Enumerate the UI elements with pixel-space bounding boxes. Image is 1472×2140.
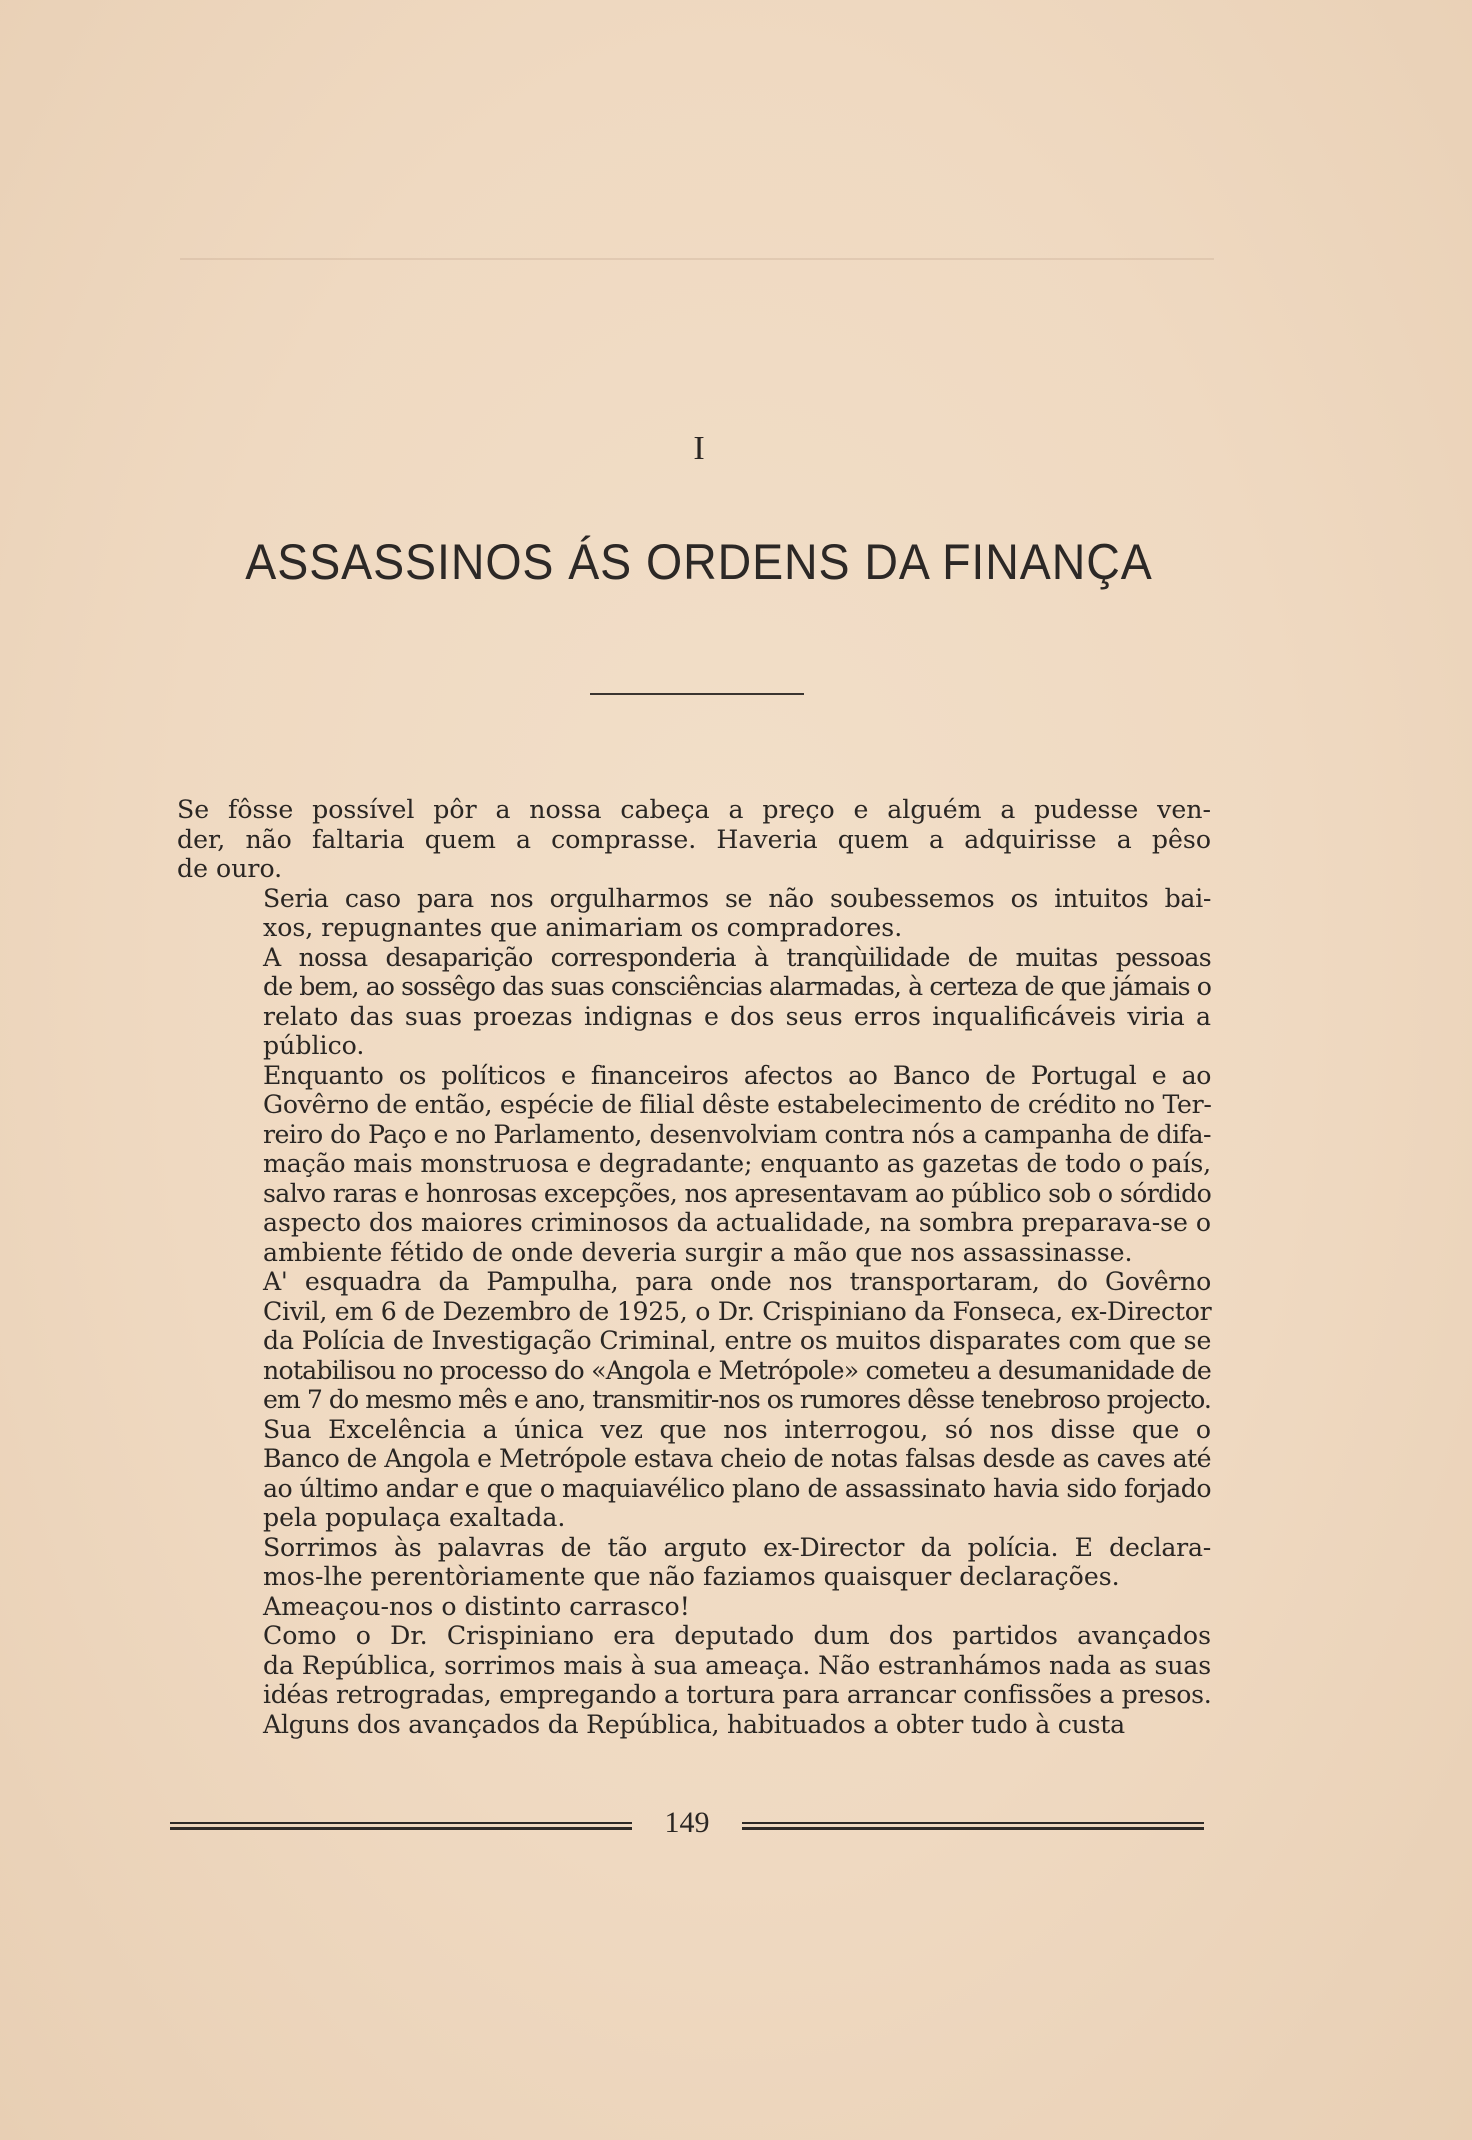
footer-rule-right-thick — [742, 1827, 1204, 1830]
text-line: aspecto dos maiores criminosos da actualidade, na sombra preparava-se o — [263, 1208, 1211, 1237]
title-divider — [590, 693, 804, 695]
text-line: de ouro. — [177, 854, 283, 883]
page-footer — [170, 1806, 1204, 1846]
text-line: Como o Dr. Crispiniano era deputado dum dos partidos avançados — [263, 1621, 1211, 1650]
paragraph — [177, 1267, 1211, 1415]
paragraph — [177, 1415, 1211, 1533]
text-line: mação mais monstruosa e degradante; enquanto as gazetas de todo o país, — [263, 1149, 1212, 1178]
footer-rule-right — [742, 1822, 1204, 1824]
text-line: Seria caso para nos orgulharmos se não soubessemos os intuitos bai- — [263, 883, 1211, 913]
text-line: Se fôsse possível pôr a nossa cabeça a preço e alguém a pudesse ven- — [177, 795, 1211, 824]
paragraph — [177, 1710, 1211, 1740]
text-line: da República, sorrimos mais à sua ameaça. Não estranhámos nada as suas — [263, 1650, 1212, 1680]
paragraph — [177, 884, 1211, 943]
text-line: ao último andar e que o maquiavélico plano de assassinato havia sido forjado — [263, 1473, 1211, 1503]
paragraph — [177, 1061, 1211, 1268]
chapter-title: ASSASSINOS ÁS ORDENS DA FINANÇA — [245, 534, 1153, 590]
paragraph — [177, 1621, 1211, 1710]
text-line: Banco de Angola e Metrópole estava cheio de notas falsas desde as caves até — [263, 1444, 1211, 1473]
text-line: Alguns dos avançados da República, habituados a obter tudo à custa — [263, 1709, 1125, 1739]
text-line: público. — [263, 1031, 365, 1060]
text-line: Enquanto os políticos e financeiros afectos ao Banco de Portugal e ao — [263, 1060, 1211, 1090]
body-text — [177, 795, 1211, 1739]
text-line: em 7 do mesmo mês e ano, transmitir-nos os rumores dêsse tenebroso projecto. — [263, 1385, 1211, 1414]
footer-rule-left-thick — [170, 1827, 632, 1830]
text-line: Sua Excelência a única vez que nos interrogou, só nos disse que o — [263, 1414, 1211, 1444]
page-number: 149 — [664, 1806, 710, 1839]
text-line: reiro do Paço e no Parlamento, desenvolviam contra nós a campanha de difa- — [263, 1119, 1211, 1149]
text-line: Sorrimos às palavras de tão arguto ex-Director da polícia. E declara- — [263, 1532, 1211, 1562]
paragraph — [177, 1592, 1211, 1622]
text-line: mos-lhe perentòriamente que não faziamos quaisquer declarações. — [263, 1562, 1120, 1591]
text-line: pela populaça exaltada. — [263, 1503, 566, 1532]
text-line: Ameaçou-nos o distinto carrasco! — [263, 1591, 690, 1621]
bleed-through-rule — [180, 258, 1214, 260]
chapter-number: I — [693, 430, 705, 467]
text-line: der, não faltaria quem a comprasse. Haveria quem a adquirisse a pêso — [177, 824, 1211, 854]
text-line: Govêrno de então, espécie de filial dêste estabelecimento de crédito no Ter- — [263, 1090, 1212, 1119]
text-line: salvo raras e honrosas excepções, nos apresentavam ao público sob o sórdido — [263, 1178, 1212, 1208]
text-line: A' esquadra da Pampulha, para onde nos transportaram, do Govêrno — [263, 1267, 1211, 1296]
text-line: notabilisou no processo do «Angola e Metrópole» cometeu a desumanidade de — [263, 1355, 1211, 1385]
text-line: A nossa desaparição corresponderia à tranqùilidade de muitas pessoas — [263, 942, 1211, 972]
text-line: idéas retrogradas, empregando a tortura para arrancar confissões a presos. — [263, 1680, 1212, 1709]
text-line: xos, repugnantes que animariam os compradores. — [263, 913, 903, 942]
text-line: de bem, ao sossêgo das suas consciências alarmadas, à certeza de que jámais o — [263, 972, 1211, 1001]
paragraph — [177, 795, 1211, 884]
paragraph — [177, 943, 1211, 1061]
text-line: Civil, em 6 de Dezembro de 1925, o Dr. Crispiniano da Fonseca, ex-Director — [263, 1296, 1212, 1326]
text-line: da Polícia de Investigação Criminal, entre os muitos disparates com que se — [263, 1326, 1212, 1355]
text-line: ambiente fétido de onde deveria surgir a mão que nos assassinasse. — [263, 1237, 1133, 1267]
paragraph — [177, 1533, 1211, 1592]
text-line: relato das suas proezas indignas e dos seus erros inqualificáveis viria a — [263, 1001, 1211, 1031]
footer-rule-left — [170, 1822, 632, 1824]
